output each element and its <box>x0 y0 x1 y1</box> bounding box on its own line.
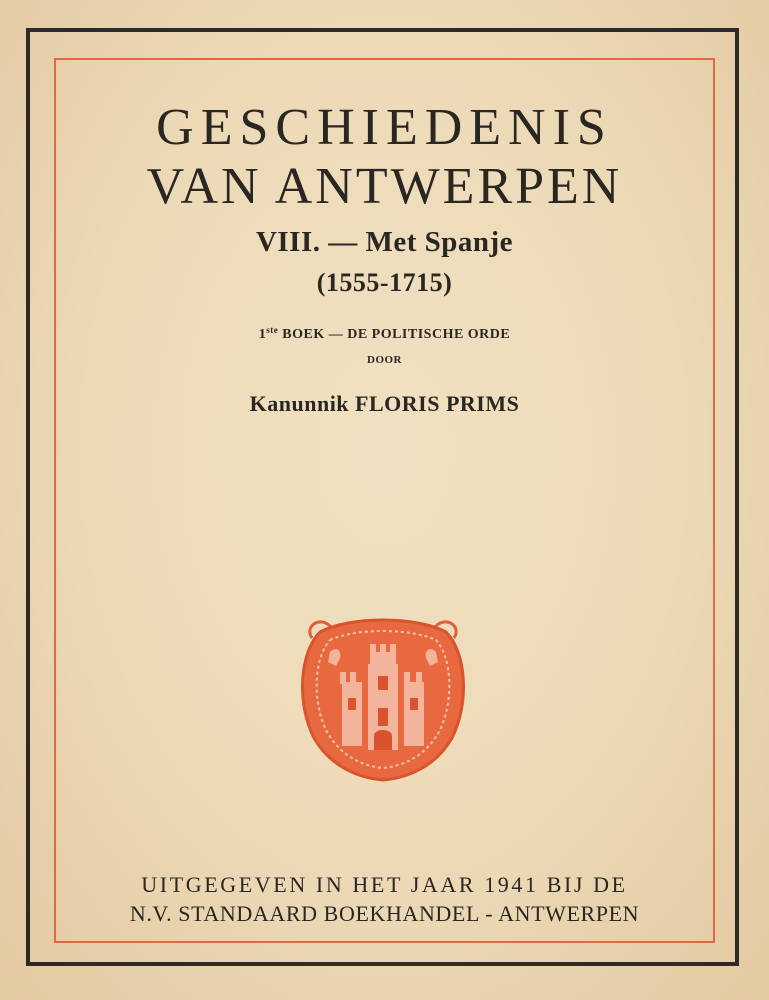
book-number: 1 <box>258 327 267 342</box>
title-line-2: VAN ANTWERPEN <box>146 158 623 215</box>
publisher-line-1: UITGEGEVEN IN HET JAAR 1941 BIJ DE <box>141 872 628 897</box>
book-title-text: BOEK — DE POLITISCHE ORDE <box>278 327 511 342</box>
publisher-line-2: N.V. STANDAARD BOEKHANDEL - ANTWERPEN <box>129 901 640 926</box>
author-name: Kanunnik FLORIS PRIMS <box>249 391 520 416</box>
title-line-1: GESCHIEDENIS <box>156 99 613 156</box>
by-label: DOOR <box>367 354 402 366</box>
volume-subtitle: VIII. — Met Spanje <box>255 226 514 258</box>
book-number-suffix: ste <box>266 325 279 335</box>
book-title <box>0 325 769 343</box>
years-range: (1555-1715) <box>316 268 453 297</box>
antwerp-coat-of-arms-icon <box>290 612 476 782</box>
